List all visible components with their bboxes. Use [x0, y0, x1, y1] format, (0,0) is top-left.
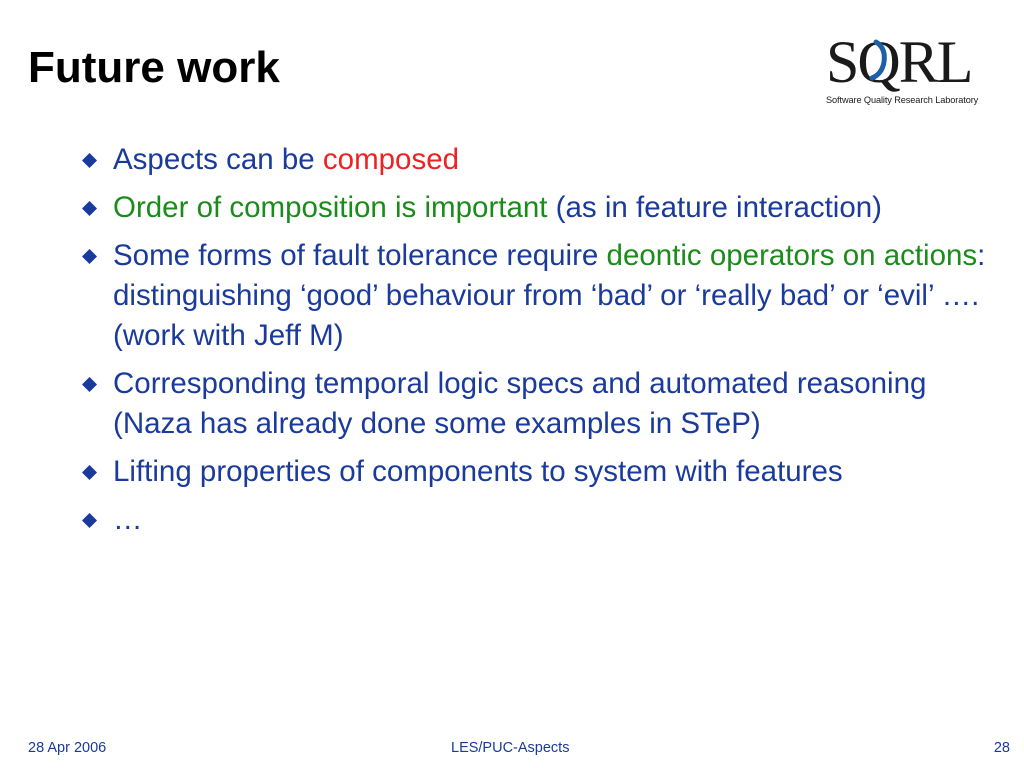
diamond-bullet-icon — [82, 513, 97, 528]
logo-subtitle: Software Quality Research Laboratory — [826, 95, 979, 105]
bullet-text-segment: Corresponding temporal logic specs and automated reasoning (Naza has already done some examples in STeP) — [113, 367, 927, 440]
footer-page-number: 28 — [993, 740, 1010, 756]
bullet-item — [80, 140, 1000, 180]
bullet-text-segment: Order of composition is important — [113, 191, 548, 224]
bullet-item — [80, 188, 1000, 228]
bullet-text-segment: composed — [322, 143, 460, 176]
diamond-bullet-icon — [82, 249, 97, 264]
bullet-text-segment: Some forms of fault tolerance require — [113, 239, 607, 272]
diamond-bullet-icon — [82, 201, 97, 216]
bullet-text-segment: (as in feature interaction) — [547, 191, 882, 224]
bullet-text-segment: Aspects can be — [113, 143, 323, 176]
bullet-item — [80, 236, 1000, 356]
diamond-bullet-icon — [82, 465, 97, 480]
bullet-text-segment: Lifting properties of components to system with features — [113, 455, 843, 488]
bullet-list — [80, 140, 1000, 548]
sqrl-wordmark-text: SQRL — [826, 29, 972, 92]
diamond-bullet-icon — [82, 153, 97, 168]
bullet-item — [80, 452, 1000, 492]
sqrl-wordmark — [826, 28, 994, 92]
footer-presentation-name: LES/PUC-Aspects — [451, 740, 570, 756]
footer-date: 28 Apr 2006 — [28, 740, 107, 756]
bullet-text-segment: … — [113, 503, 143, 536]
bullet-item — [80, 500, 1000, 540]
bullet-text-segment: : distinguishing ‘good’ behaviour from ‘bad’ or ‘really bad’ or ‘evil’ …. (work with Jeff M) — [113, 239, 986, 352]
slide-title: Future work — [28, 43, 280, 92]
diamond-bullet-icon — [82, 377, 97, 392]
sqrl-logo — [826, 28, 994, 110]
bullet-text-segment: deontic operators on actions — [606, 239, 978, 272]
bullet-item — [80, 364, 1000, 444]
